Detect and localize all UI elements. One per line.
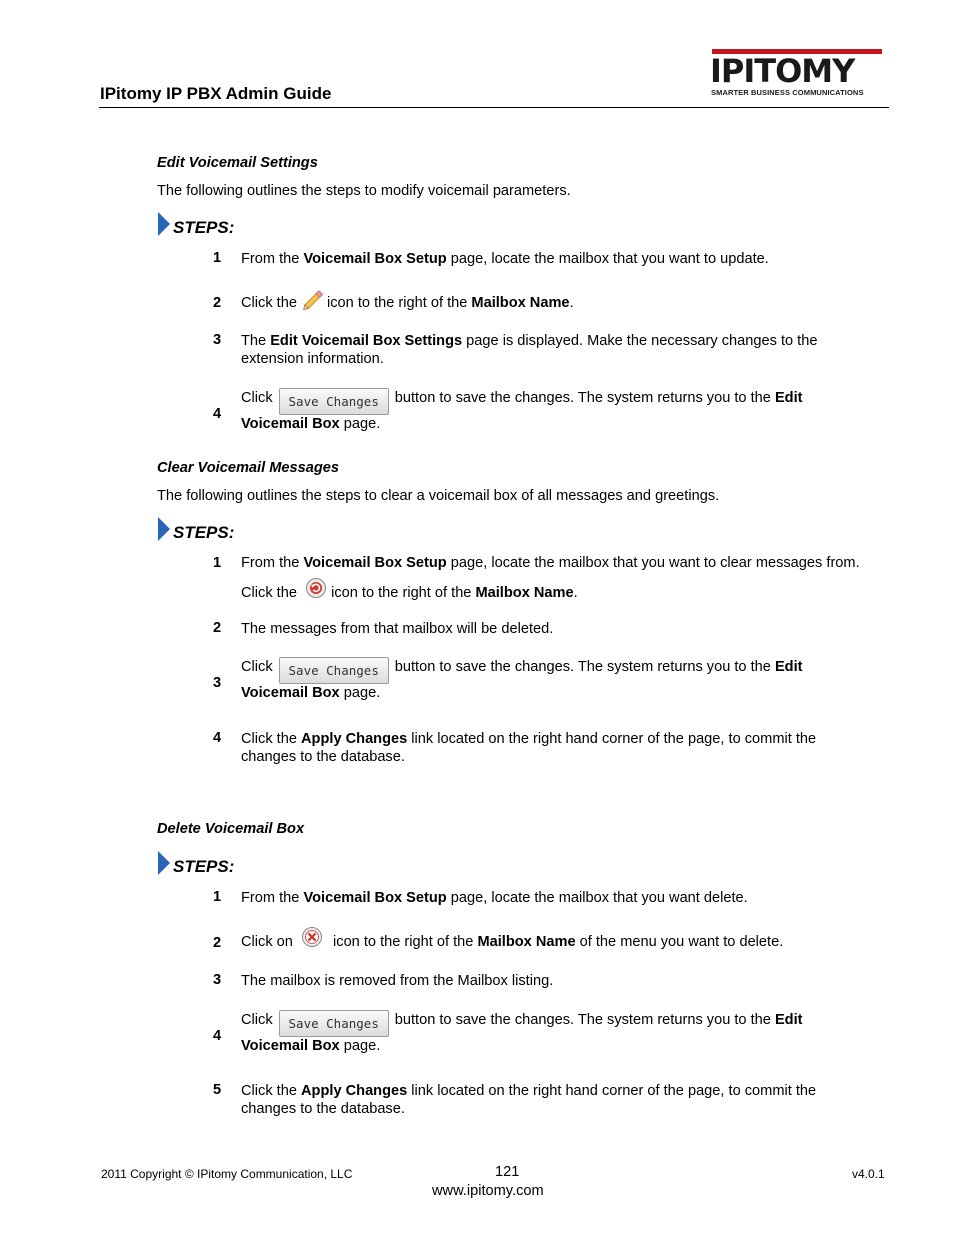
pencil-edit-icon[interactable] [301,287,327,318]
steps-arrow-icon [158,851,170,875]
logo-tagline: SMARTER BUSINESS COMMUNICATIONS [711,88,864,97]
step-text: Click Save Changes button to save the changes. The system returns you to the Edit Voicemail Box page. [241,390,803,432]
step-text: Click Save Changes button to save the changes. The system returns you to the Edit Voicemail Box page. [241,1012,803,1054]
step-number: 4 [213,406,222,422]
step-number: 3 [213,972,222,988]
step-text: Click the icon to the right of the Mailbox Name. [241,287,871,318]
step-number: 2 [213,935,222,951]
footer-copyright: 2011 Copyright © IPitomy Communication, LLC [101,1167,353,1181]
step-number: 4 [213,1028,222,1044]
header-divider [99,107,889,108]
ipitomy-logo [708,49,888,99]
step-text: Click the Apply Changes link located on the right hand corner of the page, to commit the changes to the database. [241,731,817,765]
step-text: From the Voicemail Box Setup page, locate the mailbox that you want to update. [241,251,769,267]
step-text: The mailbox is removed from the Mailbox listing. [241,973,554,989]
step-text: The Edit Voicemail Box Settings page is displayed. Make the necessary changes to the extension information. [241,333,818,367]
step-text: The messages from that mailbox will be deleted. [241,621,554,637]
section-intro-edit: The following outlines the steps to modify voicemail parameters. [157,183,571,199]
section-title-edit: Edit Voicemail Settings [157,155,318,171]
step-number: 4 [213,730,222,746]
step-text: Click Save Changes button to save the changes. The system returns you to the Edit Voicemail Box page. [241,659,803,701]
step-number: 2 [213,295,222,311]
step-number: 5 [213,1082,222,1098]
step-number: 2 [213,620,222,636]
section-title-clear: Clear Voicemail Messages [157,460,339,476]
document-title: IPitomy IP PBX Admin Guide [100,84,332,103]
step-number: 1 [213,555,222,571]
step-text: Click on icon to the right of the Mailbox Name of the menu you want to delete. [241,926,871,953]
footer-url-link[interactable]: www.ipitomy.com [432,1183,544,1199]
clear-messages-icon[interactable] [305,577,327,609]
logo-wordmark: IPITOMY [710,52,855,90]
steps-label: STEPS: [173,857,235,876]
section-intro-clear: The following outlines the steps to clear a voicemail box of all messages and greetings. [157,488,720,504]
save-changes-button[interactable]: Save Changes [279,657,389,684]
step-text: Click the Apply Changes link located on the right hand corner of the page, to commit the changes to the database. [241,1083,817,1117]
section-title-delete: Delete Voicemail Box [157,821,305,837]
step-number: 1 [213,250,222,266]
step-text: From the Voicemail Box Setup page, locate the mailbox that you want delete. [241,890,748,906]
steps-arrow-icon [158,517,170,541]
steps-arrow-icon [158,212,170,236]
delete-icon[interactable] [301,926,323,953]
step-text: From the Voicemail Box Setup page, locate the mailbox that you want to clear messages from. Click the icon to the right of the Mailbox Name. [241,549,871,609]
step-number: 1 [213,889,222,905]
footer-version: v4.0.1 [852,1167,885,1181]
step-number: 3 [213,332,222,348]
save-changes-button[interactable]: Save Changes [279,1010,389,1037]
save-changes-button[interactable]: Save Changes [279,388,389,415]
page-number: 121 [495,1164,520,1180]
steps-label: STEPS: [173,218,235,237]
step-number: 3 [213,675,222,691]
steps-label: STEPS: [173,523,235,542]
